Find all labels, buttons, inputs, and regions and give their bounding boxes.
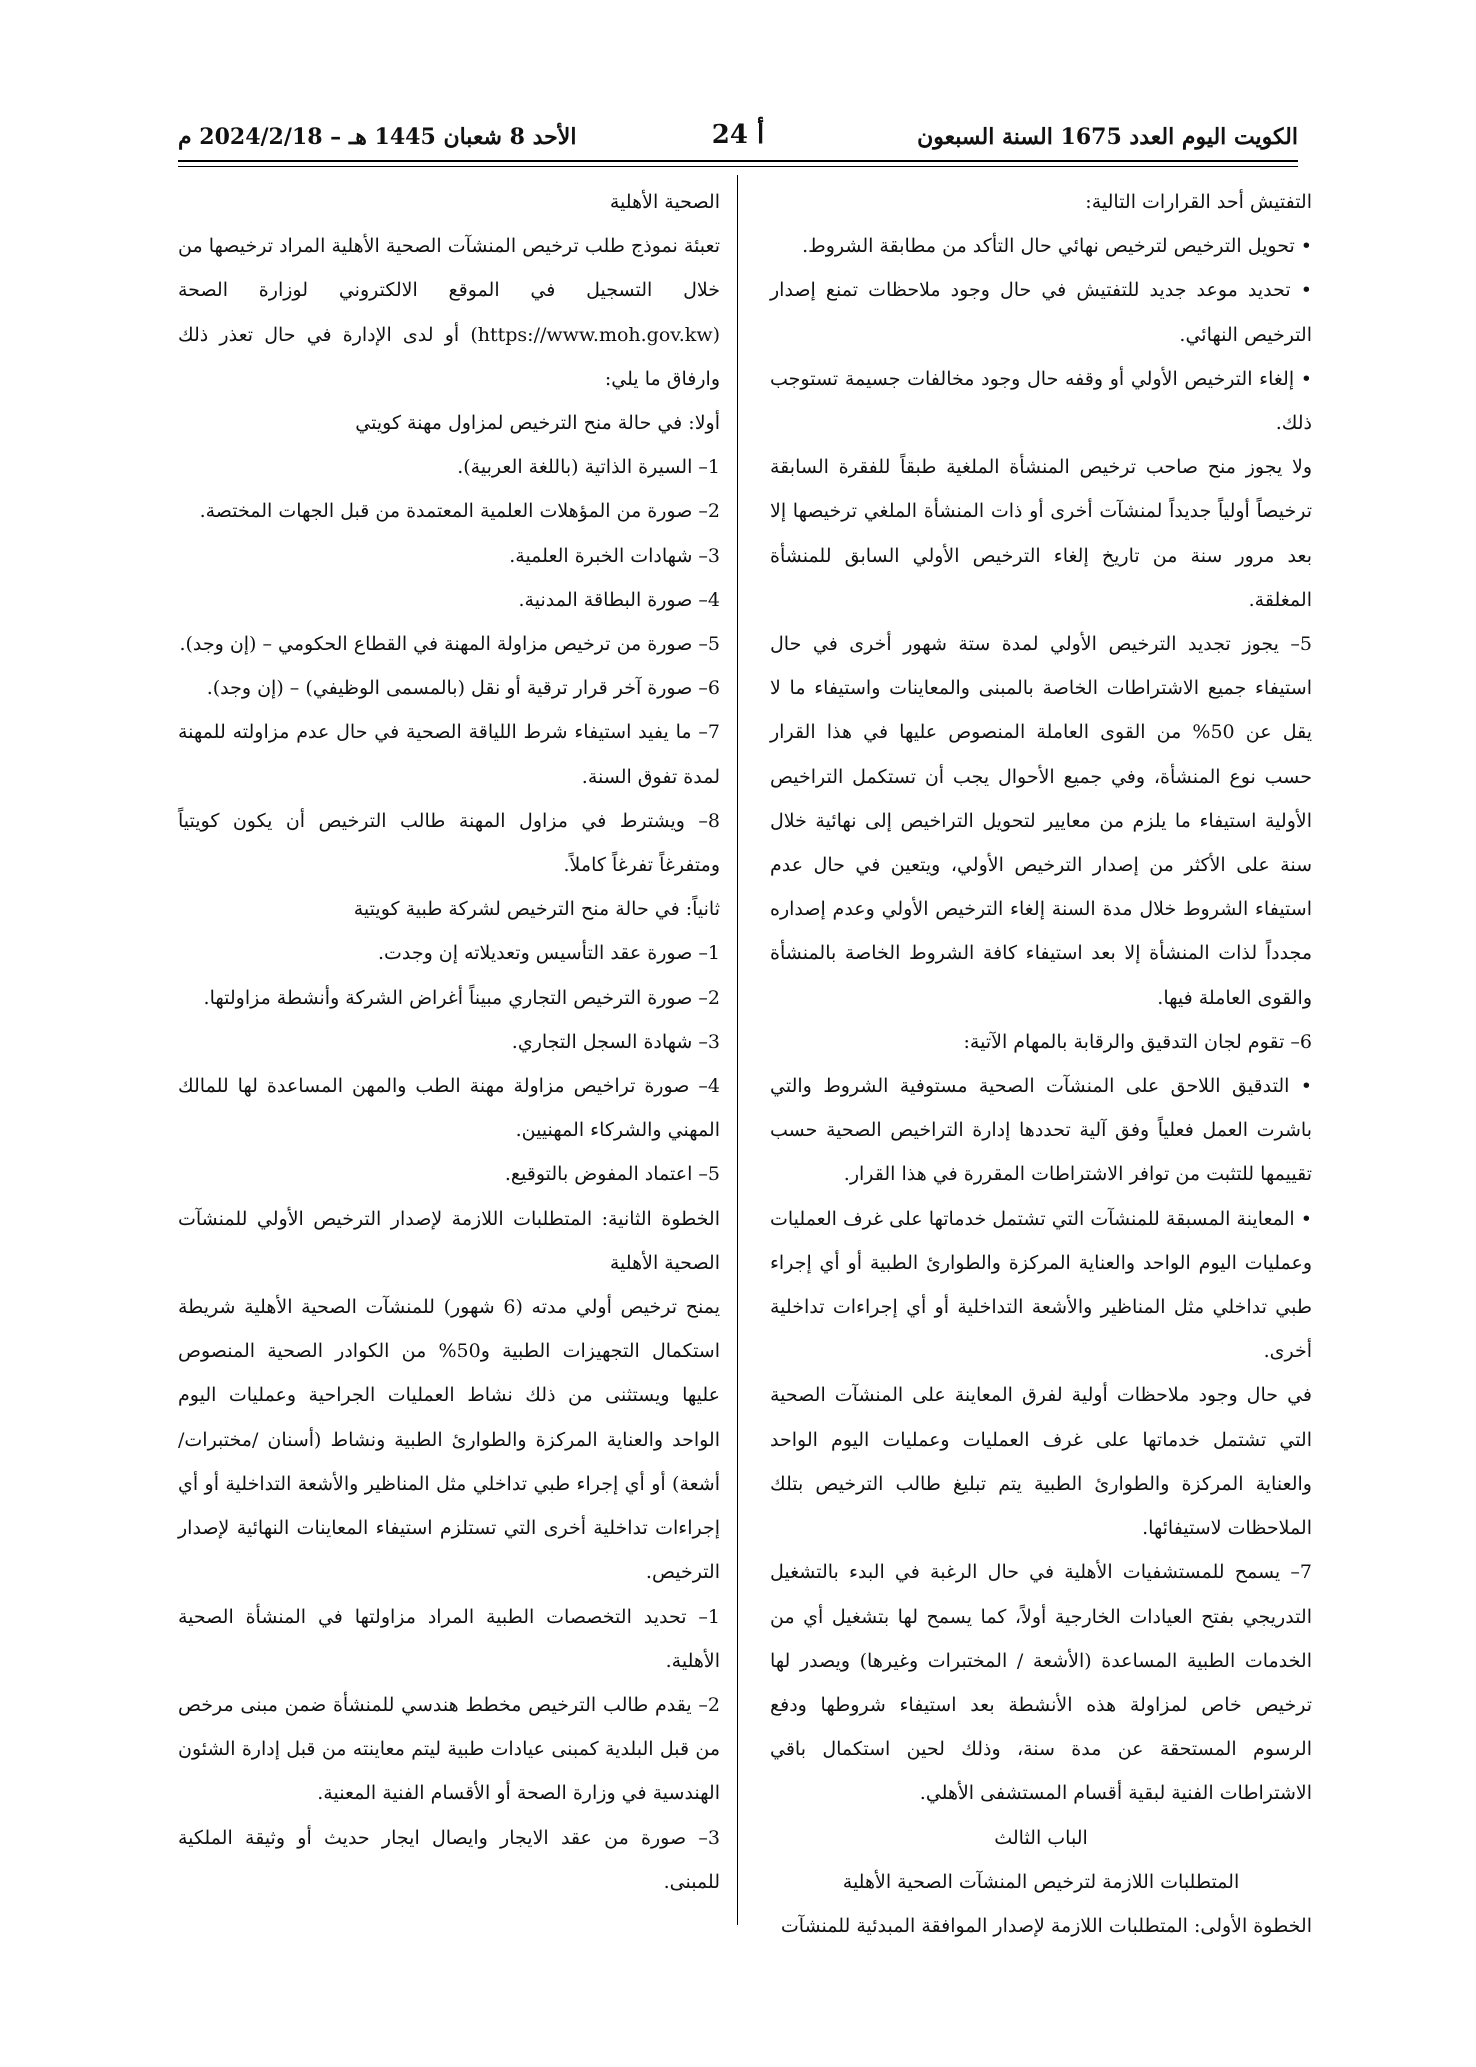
left-column-paragraph: ثانياً: في حالة منح الترخيص لشركة طبية كويتية: [353, 898, 720, 921]
left-column-paragraph: 2– صورة الترخيص التجاري مبيناً أغراض الشركة وأنشطة مزاولتها.: [203, 986, 720, 1009]
page-header: [178, 118, 1298, 162]
header-rule: [178, 160, 1298, 162]
left-column-paragraph: 2– يقدم طالب الترخيص مخطط هندسي للمنشأة ضمن مبنى مرخص من قبل البلدية كمبنى عيادات طبية ليتم معاينته من قبل إدارة الشئون الهندسية في وزارة الصحة أو الأقسام الفنية المعنية.: [178, 1693, 720, 1805]
right-column-paragraph: • التدقيق اللاحق على المنشآت الصحية مستوفية الشروط والتي باشرت العمل فعلياً وفق آلية تحددها إدارة التراخيص الصحية حسب تقييمها للتثبت من توافر الاشتراطات المقررة في هذا القرار.: [770, 1064, 1312, 1197]
left-column-paragraph: الخطوة الثانية: المتطلبات اللازمة لإصدار الترخيص الأولي للمنشآت الصحية الأهلية: [178, 1207, 720, 1274]
right-column-paragraph: • المعاينة المسبقة للمنشآت التي تشتمل خدماتها على غرف العمليات وعمليات اليوم الواحد والعناية المركزة والطوارئ الطبية أو أي إجراء طبي تداخلي مثل المناظير والأشعة التداخلية أو أي إجراءات تداخلية أخرى.: [770, 1197, 1312, 1374]
left-column-paragraph: يمنح ترخيص أولي مدته (6 شهور) للمنشآت الصحية الأهلية شريطة استكمال التجهيزات الطبية و50% من الكوادر الصحية المنصوص عليها ويستثنى من ذلك نشاط العمليات الجراحية وعمليات اليوم الواحد والعناية المركزة والطوارئ الطبية ونشاط (أسنان /مختبرات/ أشعة) أو أي إجراء طبي تداخلي مثل المناظير والأشعة التداخلية أو أي إجراءات تداخلية أخرى التي تستلزم استيفاء المعاينات النهائية لإصدار الترخيص.: [178, 1296, 721, 1584]
header-rule-thin: [178, 166, 1298, 167]
left-column-paragraph: 5– صورة من ترخيص مزاولة المهنة في القطاع الحكومي – (إن وجد).: [179, 633, 720, 656]
left-column-paragraph: 3– صورة من عقد الايجار وايصال ايجار حديث أو وثيقة الملكية للمبنى.: [178, 1826, 720, 1893]
header-date: الأحد 8 شعبان 1445 هـ – 2024/2/18 م: [178, 124, 577, 150]
right-column-paragraph: في حال وجود ملاحظات أولية لفرق المعاينة على المنشآت الصحية التي تشتمل خدماتها على غرف العمليات وعمليات اليوم الواحد والعناية المركزة والطوارئ الطبية يتم تبليغ طالب الترخيص بتلك الملاحظات لاستيفائها.: [770, 1384, 1312, 1540]
right-column-paragraph: • تحويل الترخيص لترخيص نهائي حال التأكد من مطابقة الشروط.: [770, 224, 1312, 268]
right-column-paragraph: • إلغاء الترخيص الأولي أو وقفه حال وجود مخالفات جسيمة تستوجب ذلك.: [770, 357, 1312, 445]
right-column-paragraph: التفتيش أحد القرارات التالية:: [1085, 191, 1312, 213]
left-column-paragraph: 1– تحديد التخصصات الطبية المراد مزاولتها في المنشأة الصحية الأهلية.: [178, 1605, 720, 1672]
left-column-paragraph: 3– شهادة السجل التجاري.: [511, 1030, 720, 1053]
right-column-paragraph: الخطوة الأولى: المتطلبات اللازمة لإصدار الموافقة المبدئية للمنشآت: [780, 1914, 1312, 1937]
right-column-paragraph: الباب الثالث: [994, 1826, 1088, 1849]
left-column-paragraph: 4– صورة البطاقة المدنية.: [518, 588, 720, 611]
left-column-paragraph: أولا: في حالة منح الترخيص لمزاول مهنة كويتي: [355, 412, 720, 435]
header-issue: الكويت اليوم العدد 1675 السنة السبعون: [917, 124, 1298, 150]
header-page-number: أ 24: [711, 120, 765, 150]
left-column-paragraph: 4– صورة تراخيص مزاولة مهنة الطب والمهن المساعدة لها للمالك المهني والشركاء المهنيين.: [178, 1075, 720, 1142]
left-column-paragraph: 1– صورة عقد التأسيس وتعديلاته إن وجدت.: [377, 942, 720, 965]
right-column-paragraph: 6– تقوم لجان التدقيق والرقابة بالمهام الآتية:: [963, 1030, 1312, 1053]
left-column-paragraph: 2– صورة من المؤهلات العلمية المعتمدة من قبل الجهات المختصة.: [199, 500, 720, 523]
left-column-paragraph: 7– ما يفيد استيفاء شرط اللياقة الصحية في حال عدم مزاولته للمهنة لمدة تفوق السنة.: [178, 721, 720, 788]
left-column: [178, 180, 720, 1904]
right-column-paragraph: المتطلبات اللازمة لترخيص المنشآت الصحية الأهلية: [842, 1870, 1240, 1893]
right-column-paragraph: • تحديد موعد جديد للتفتيش في حال وجود ملاحظات تمنع إصدار الترخيص النهائي.: [770, 268, 1312, 356]
right-column: [770, 180, 1312, 1948]
column-divider: [737, 175, 738, 1925]
right-column-paragraph: 5– يجوز تجديد الترخيص الأولي لمدة ستة شهور أخرى في حال استيفاء جميع الاشتراطات الخاصة بالمبنى والمعاينات واستيفاء ما لا يقل عن 50% من القوى العاملة المنصوص عليها في هذا القرار حسب نوع المنشأة، وفي جميع الأحوال يجب أن تستكمل التراخيص الأولية استيفاء ما يلزم من معايير لتحويل التراخيص إلى نهائية خلال سنة على الأكثر من إصدار الترخيص الأولي، ويتعين في حال عدم استيفاء الشروط خلال مدة السنة إلغاء الترخيص الأولي وعدم إصداره مجدداً لذات المنشأة إلا بعد استيفاء كافة الشروط الخاصة بالمنشأة والقوى العاملة فيها.: [770, 633, 1312, 1009]
right-column-paragraph: 7– يسمح للمستشفيات الأهلية في حال الرغبة في البدء بالتشغيل التدريجي بفتح العيادات الخارجية أولاً، كما يسمح لها بتشغيل أي من الخدمات الطبية المساعدة (الأشعة / المختبرات وغيرها) ويصدر لها ترخيص خاص لمزاولة هذه الأنشطة بعد استيفاء شروطها ودفع الرسوم المستحقة عن مدة سنة، وذلك لحين استكمال باقي الاشتراطات الفنية لبقية أقسام المستشفى الأهلي.: [770, 1561, 1312, 1805]
left-column-paragraph: 8– ويشترط في مزاول المهنة طالب الترخيص أن يكون كويتياً ومتفرغاً تفرغاً كاملاً.: [178, 809, 720, 877]
left-column-paragraph: 5– اعتماد المفوض بالتوقيع.: [504, 1163, 720, 1186]
left-column-paragraph: تعبئة نموذج طلب ترخيص المنشآت الصحية الأهلية المراد ترخيصها من خلال التسجيل في الموقع الالكتروني لوزارة الصحة (https://www.moh.gov.kw) أو لدى الإدارة في حال تعذر ذلك وارفاق ما يلي:: [178, 235, 720, 390]
right-column-paragraph: ولا يجوز منح صاحب ترخيص المنشأة الملغية طبقاً للفقرة السابقة ترخيصاً أولياً جديداً لمنشآت أخرى أو ذات المنشأة الملغي ترخيصها إلا بعد مرور سنة من تاريخ إلغاء الترخيص الأولي السابق للمنشأة المغلقة.: [770, 456, 1312, 611]
left-column-paragraph: 1– السيرة الذاتية (باللغة العربية).: [457, 456, 720, 479]
left-column-paragraph: 6– صورة آخر قرار ترقية أو نقل (بالمسمى الوظيفي) – (إن وجد).: [206, 677, 720, 700]
left-column-paragraph: 3– شهادات الخبرة العلمية.: [509, 544, 720, 567]
left-column-paragraph: الصحية الأهلية: [609, 191, 720, 213]
